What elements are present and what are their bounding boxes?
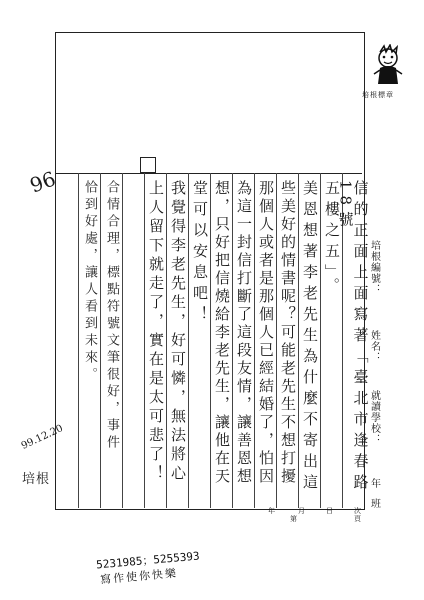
essay-column-text: 五樓之五」。	[323, 180, 341, 299]
teacher-comment-text: 恰到好處，讓人看到未來。	[82, 180, 97, 384]
essay-column-text: 想，只好把信燒給李老先生，讓他在天	[213, 180, 231, 486]
essay-column-text: 上人留下就走了，實在是太可悲了！	[147, 180, 165, 484]
essay-column	[336, 180, 370, 505]
footer-page-left: 第	[290, 515, 297, 523]
logo-caption: 培根標章	[362, 91, 394, 99]
footer-day: 日	[326, 507, 333, 515]
essay-column-text: 信的正面上面寫著「臺北市逢春路18號	[336, 180, 370, 495]
essay-column	[145, 180, 166, 505]
teacher-comment-column	[101, 180, 122, 505]
teacher-signature: 培根	[22, 472, 51, 487]
essay-column	[167, 180, 188, 505]
essay-column-text: 為這一封信打斷了這段友情，讓善恩想	[235, 180, 253, 486]
logo	[366, 44, 410, 94]
essay-column	[211, 180, 232, 505]
essay-column	[277, 180, 298, 505]
teacher-date: 99.12.20	[19, 423, 65, 452]
footer-phone: 5231985；5255393	[95, 549, 201, 572]
essay-column	[299, 180, 320, 505]
serial-label: 培根編號：	[368, 240, 380, 295]
essay-column-text: 些美好的情書呢？可能老先生不想打擾	[279, 180, 297, 486]
footer-page-right: 頁	[354, 515, 361, 523]
square-marker	[140, 157, 156, 173]
teacher-comment-column	[79, 180, 100, 505]
name-label: 姓名：	[368, 330, 380, 363]
margin-note: 96	[26, 166, 59, 198]
essay-column-text: 美恩想著李老先生為什麼不寄出這	[301, 180, 319, 495]
essay-column-text: 那個人或者是那個人已經結婚了，怕因	[257, 180, 275, 486]
top-blank-box	[56, 33, 362, 174]
essay-column	[255, 180, 276, 505]
footer-slogan: 寫作使你快樂	[99, 566, 179, 587]
essay-column	[321, 180, 342, 505]
footer-times: 次	[354, 507, 361, 515]
teacher-comment-text: 合情合理，標點符號文筆很好，事件	[104, 180, 119, 452]
essay-column	[233, 180, 254, 505]
grade-label: 年	[368, 478, 380, 489]
footer-month: 月	[298, 507, 305, 515]
class-label: 班	[368, 498, 380, 509]
essay-column-text: 堂可以安息吧！	[191, 180, 209, 327]
footer-year: 年	[268, 507, 275, 515]
logo-figure-icon	[366, 44, 410, 86]
essay-column	[189, 180, 210, 505]
school-label: 就讀學校：	[368, 390, 380, 445]
essay-column-text: 我覺得李老先生，好可憐，無法將心	[169, 180, 187, 484]
